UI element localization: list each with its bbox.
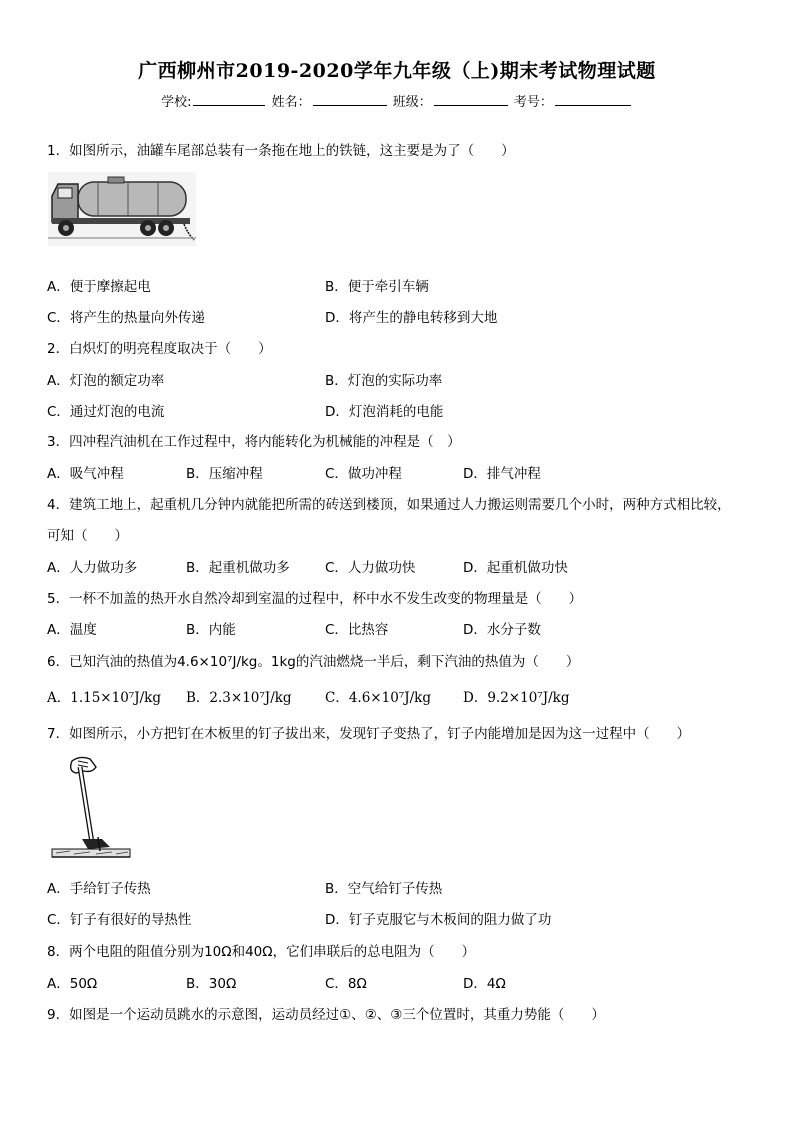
q3-option-c[interactable]: C．做功冲程 [325,466,402,482]
q1-option-b[interactable]: B．便于牵引车辆 [325,279,429,295]
q1-option-c[interactable]: C．将产生的热量向外传递 [47,310,205,326]
q4-option-a[interactable]: A．人力做功多 [47,560,138,576]
school-blank[interactable] [193,92,265,106]
q7-option-b[interactable]: B．空气给钉子传热 [325,881,443,897]
question-5-stem: 5．一杯不加盖的热开水自然冷却到室温的过程中，杯中水不发生改变的物理量是（ ） [47,591,583,607]
q5-option-a[interactable]: A．温度 [47,622,97,638]
q7-option-d[interactable]: D．钉子克服它与木板间的阻力做了功 [325,912,552,928]
q1-option-a[interactable]: A．便于摩擦起电 [47,279,151,295]
question-9-stem: 9．如图是一个运动员跳水的示意图，运动员经过①、②、③三个位置时，其重力势能（ ） [47,1007,605,1023]
q6-option-d[interactable]: D．9.2×10⁷J/kg [463,690,570,706]
q3-option-d[interactable]: D．排气冲程 [463,466,541,482]
q3-option-b[interactable]: B．压缩冲程 [186,466,263,482]
q2-option-c[interactable]: C．通过灯泡的电流 [47,404,165,420]
q8-option-b[interactable]: B．30Ω [186,976,237,992]
q6-option-c[interactable]: C．4.6×10⁷J/kg [325,690,431,706]
name-blank[interactable] [313,92,387,106]
page-title: 广西柳州市2019-2020学年九年级（上)期末考试物理试题 [138,60,656,82]
q6-option-a[interactable]: A．1.15×10⁷J/kg [47,690,161,706]
student-info-line [0,91,794,110]
q8-option-d[interactable]: D．4Ω [463,976,506,992]
q5-option-c[interactable]: C．比热容 [325,622,389,638]
q2-option-a[interactable]: A．灯泡的额定功率 [47,373,165,389]
question-6-stem: 6．已知汽油的热值为4.6×10⁷J/kg。1kg的汽油燃烧一半后，剩下汽油的热值为（ ） [47,654,580,670]
q1-option-d[interactable]: D．将产生的静电转移到大地 [325,310,498,326]
q5-option-d[interactable]: D．水分子数 [463,622,541,638]
school-label: 学校: [161,95,192,110]
q2-option-d[interactable]: D．灯泡消耗的电能 [325,404,444,420]
question-7-stem: 7．如图所示，小方把钉在木板里的钉子拔出来，发现钉子变热了，钉子内能增加是因为这一过程中（ ） [47,726,691,742]
question-4-stem: 4．建筑工地上，起重机几分钟内就能把所需的砖送到楼顶，如果通过人力搬运则需要几个小时，两种方式相比较， [47,497,731,513]
question-3-stem: 3．四冲程汽油机在工作过程中，将内能转化为机械能的冲程是（ ） [47,434,461,450]
q4-option-b[interactable]: B．起重机做功多 [186,560,290,576]
q6-option-b[interactable]: B．2.3×10⁷J/kg [186,690,292,706]
q4-option-c[interactable]: C．人力做功快 [325,560,416,576]
q2-option-b[interactable]: B．灯泡的实际功率 [325,373,443,389]
q7-option-c[interactable]: C．钉子有很好的导热性 [47,912,192,928]
q5-option-b[interactable]: B．内能 [186,622,236,638]
name-label: 姓名： [271,95,311,110]
q7-option-a[interactable]: A．手给钉子传热 [47,881,151,897]
q8-option-c[interactable]: C．8Ω [325,976,367,992]
q8-option-a[interactable]: A．50Ω [47,976,98,992]
question-1-stem: 1．如图所示，油罐车尾部总装有一条拖在地上的铁链，这主要是为了（ ） [47,143,515,159]
class-label: 班级： [392,95,432,110]
question-4-stem-continued: 可知（ ） [47,528,128,544]
class-blank[interactable] [434,92,508,106]
nail-pulling-figure [50,755,132,867]
tanker-truck-figure [48,172,196,250]
q4-option-d[interactable]: D．起重机做功快 [463,560,568,576]
question-8-stem: 8．两个电阻的阻值分别为10Ω和40Ω，它们串联后的总电阻为（ ） [47,944,476,960]
number-blank[interactable] [555,92,631,106]
question-2-stem: 2．白炽灯的明亮程度取决于（ ） [47,341,272,357]
number-label: 考号： [513,95,553,110]
q3-option-a[interactable]: A．吸气冲程 [47,466,124,482]
